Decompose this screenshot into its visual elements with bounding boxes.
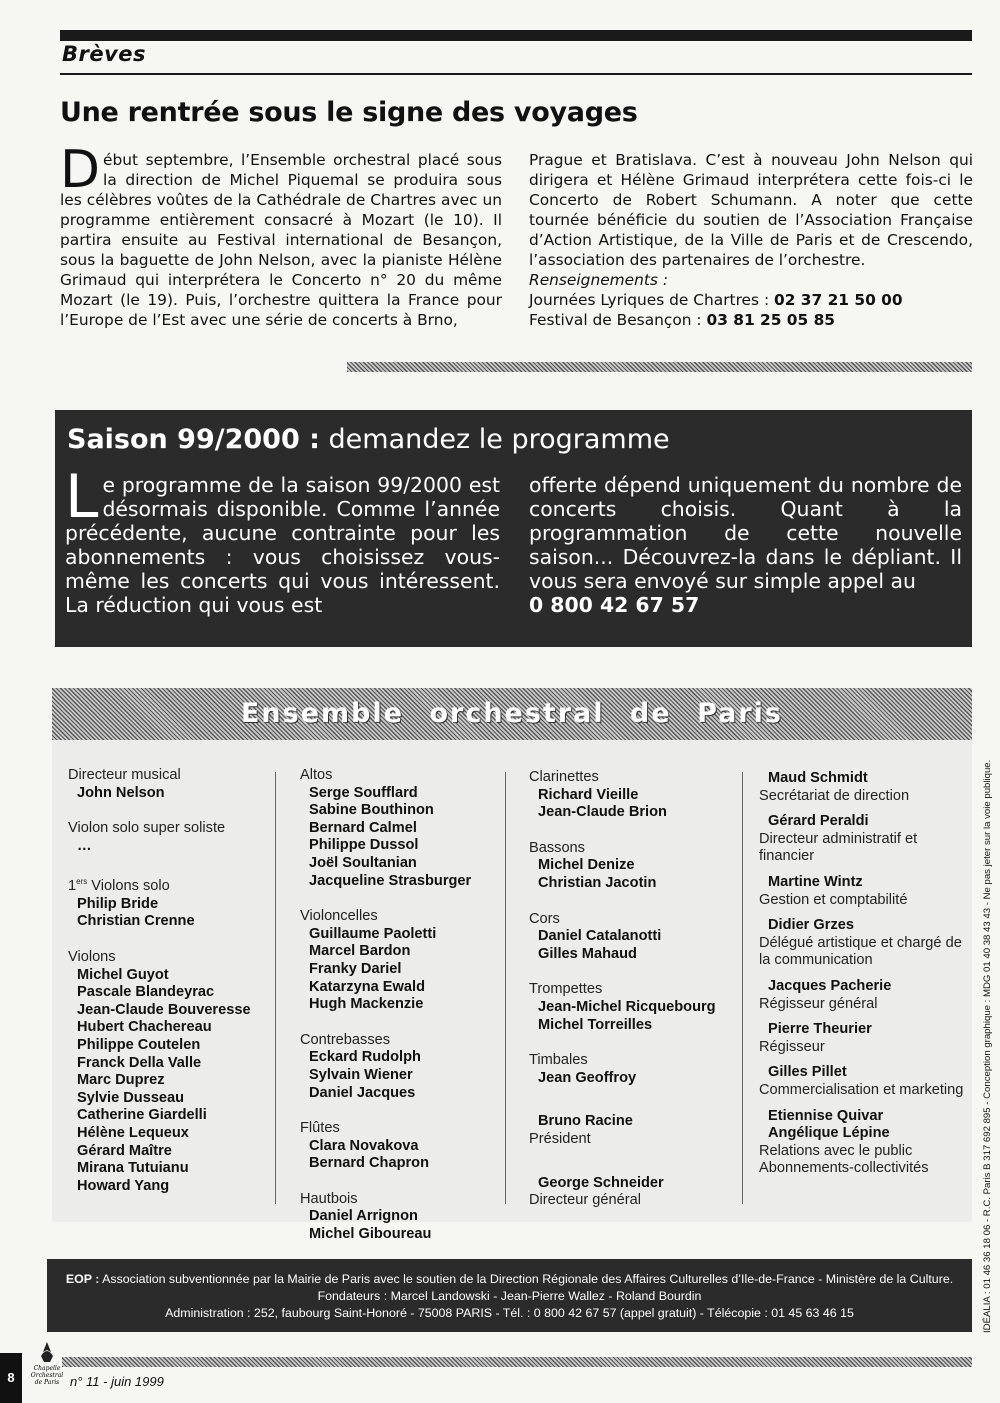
musician-name: Franck Della Valle — [77, 1054, 202, 1071]
issue-info: n° 11 - juin 1999 — [70, 1374, 164, 1389]
info-label: Renseignements : — [529, 271, 669, 289]
logo-icon — [30, 1340, 64, 1388]
musician-name: Eckard Rudolph — [309, 1049, 421, 1066]
category-label: Bassons — [529, 839, 585, 856]
spacer — [529, 963, 739, 981]
musician-name: Jean Geoffroy — [538, 1069, 637, 1086]
saison-phone: 0 800 42 67 57 — [529, 593, 700, 617]
page-number: 8 — [0, 1353, 22, 1403]
ensemble-title: Ensemble orchestral de Paris — [240, 698, 783, 729]
staff-name: Etiennise Quivar — [768, 1107, 884, 1124]
roster-column-1 — [68, 767, 273, 1195]
musician-name: Philip Bride — [77, 895, 159, 912]
staff-role: Directeur général — [529, 1192, 641, 1209]
musician-name: Guillaume Paoletti — [309, 925, 437, 942]
musician-name: Howard Yang — [77, 1177, 170, 1194]
article-text-1: ébut septembre, l’Ensemble orchestral placé sous la direction de Michel Piquemal se produira sous les célèbres voûtes de la Cathédrale de Chartres avec un programme entièrement consacré à Mozart (le 10). Il partira ensuite au Festival international de Besançon, sous la baguette de John Nelson, avec la pianiste Hélène Grimaud qui interprétera le Concerto n° 20 du même Mozart (le 19). Puis, l’orchestre quittera la France pour l’Europe de l’Est avec une série de concerts à Brno, — [60, 151, 502, 329]
category-label: 1ers Violons solo — [68, 877, 170, 895]
musician-name: … — [77, 837, 92, 854]
category-label: Hautbois — [300, 1190, 358, 1207]
musician-name: Bernard Calmel — [309, 819, 417, 836]
category-label: Clarinettes — [529, 769, 599, 785]
hatched-divider — [347, 362, 972, 372]
column-divider — [275, 772, 276, 1204]
musician-name: Marc Duprez — [77, 1072, 165, 1089]
spacer — [759, 866, 969, 874]
musician-name: Gérard Maître — [77, 1142, 172, 1159]
staff-role: Régisseur — [759, 1038, 825, 1055]
musician-name: Michel Giboureau — [309, 1226, 432, 1243]
musician-name: Daniel Arrignon — [309, 1208, 418, 1225]
musician-name: Philippe Dussol — [309, 837, 419, 854]
staff-name: Jacques Pacherie — [768, 977, 892, 994]
staff-name: Gilles Pillet — [768, 1064, 847, 1081]
staff-name: Maud Schmidt — [768, 770, 868, 786]
drop-cap: L — [65, 462, 99, 532]
staff-name: Bruno Racine — [538, 1113, 633, 1130]
spacer — [529, 1167, 739, 1175]
spacer — [759, 1100, 969, 1108]
category-label: Violons — [68, 949, 116, 966]
spacer — [529, 1087, 739, 1105]
spacer — [529, 893, 739, 911]
category-label: Trompettes — [529, 981, 603, 998]
musician-name: John Nelson — [77, 784, 165, 801]
spacer — [529, 1149, 739, 1167]
musician-name: Christian Crenne — [77, 913, 195, 930]
article-title: Une rentrée sous le signe des voyages — [60, 97, 638, 128]
staff-role: Président — [529, 1130, 591, 1147]
spacer — [759, 1013, 969, 1021]
footer-line-3: Administration : 252, faubourg Saint-Honoré - 75008 PARIS - Tél. : 0 800 42 67 57 (appel gratuit) - Télécopie : 01 45 63 46 15 — [165, 1306, 854, 1320]
musician-name: Bernard Chapron — [309, 1155, 430, 1172]
category-label: Directeur musical — [68, 767, 181, 783]
saison-column-1: Le programme de la saison 99/2000 est désormais disponible. Comme l’année précédente, aucune contrainte pour les abonnements : vous choisissez vous-même les concerts qui vous intéressent. La réduction qui vous est — [65, 462, 500, 617]
staff-name: Angélique Lépine — [768, 1125, 890, 1142]
section-label: Brèves — [62, 42, 147, 66]
staff-role: Commercialisation et marketing — [759, 1081, 964, 1098]
section-rule — [60, 73, 972, 75]
column-divider — [742, 772, 743, 1204]
spacer — [68, 855, 273, 873]
roster-column-2 — [300, 767, 503, 1244]
column-divider — [505, 772, 506, 1204]
spacer — [300, 890, 503, 908]
category-label: Flûtes — [300, 1120, 340, 1137]
category-label: Violon solo super soliste — [68, 820, 226, 837]
category-label: Timbales — [529, 1052, 588, 1069]
spacer — [759, 909, 969, 917]
musician-name: Catherine Giardelli — [77, 1107, 207, 1124]
ensemble-panel — [52, 688, 972, 1243]
musician-name: Joël Soultanian — [309, 854, 417, 871]
musician-name: Philippe Coutelen — [77, 1036, 201, 1053]
musician-name: Sylvain Wiener — [309, 1066, 413, 1083]
musician-name: Katarzyna Ewald — [309, 978, 425, 995]
spacer — [759, 1056, 969, 1064]
musician-name: Hubert Chachereau — [77, 1019, 212, 1036]
spacer — [300, 1102, 503, 1120]
staff-role: Secrétariat de direction — [759, 787, 910, 804]
musician-name: Richard Vieille — [538, 786, 639, 803]
top-rule — [60, 30, 972, 41]
musician-name: Christian Jacotin — [538, 874, 657, 891]
spacer — [759, 805, 969, 813]
musician-name: Daniel Catalanotti — [538, 928, 662, 945]
musician-name: Daniel Jacques — [309, 1084, 416, 1101]
spacer — [529, 822, 739, 840]
staff-role: Relations avec le public Abonnements-collectivités — [759, 1142, 929, 1177]
category-label: Cors — [529, 910, 560, 927]
musician-name: Pascale Blandeyrac — [77, 984, 215, 1001]
contact-line: Festival de Besançon : 03 81 25 05 85 — [529, 311, 836, 329]
musician-name: Franky Dariel — [309, 960, 402, 977]
staff-name: George Schneider — [538, 1174, 664, 1191]
staff-role: Gestion et comptabilité — [759, 891, 908, 908]
musician-name: Michel Denize — [538, 857, 635, 874]
article-text-2: Prague et Bratislava. C’est à nouveau John Nelson qui dirigera et Hélène Grimaud interprétera cette fois-ci le Concerto de Robert Schumann. A noter que cette tournée bénéficie du soutien de l’Association Française d’Action Artistique, de la Ville de Paris et de Crescendo, l’association des partenaires de l’orchestre. — [529, 151, 973, 269]
saison-column-2: offerte dépend uniquement du nombre de concerts choisis. Quant à la programmation de cette nouvelle saison... Découvrez-la dans le dépliant. Il vous sera envoyé sur simple appel au 0 800 42 67 57 — [529, 473, 962, 617]
musician-name: Serge Soufflard — [309, 784, 418, 801]
staff-role: Directeur administratif et financier — [759, 830, 918, 865]
roster-column-3 — [529, 769, 739, 1210]
svg-text:de Paris: de Paris — [34, 1379, 60, 1386]
musician-name: Marcel Bardon — [309, 943, 411, 960]
musician-name: Gilles Mahaud — [538, 945, 637, 962]
footer-line-1: EOP : Association subventionnée par la Mairie de Paris avec le soutien de la Direction Régionale des Affaires Culturelles d’Ile-de-France - Ministère de la Culture. — [65, 1272, 954, 1286]
side-credit: IDÉALIA : 01 46 36 18 06 - R.C. Paris B 317 692 895 - Conception graphique : MDG 01 40 38 43 43 - Ne pas jeter sur la voie publique. — [982, 759, 993, 1333]
musician-name: Hugh Mackenzie — [309, 996, 424, 1013]
spacer — [529, 1034, 739, 1052]
footer-box — [47, 1259, 972, 1332]
musician-name: Jean-Claude Brion — [538, 804, 667, 821]
saison-box — [55, 410, 972, 647]
musician-name: Clara Novakova — [309, 1137, 419, 1154]
musician-name: Michel Guyot — [77, 966, 169, 983]
svg-text:Chapelle: Chapelle — [33, 1365, 61, 1372]
musician-name: Sabine Bouthinon — [309, 802, 434, 819]
bottom-hatched-rule — [62, 1357, 972, 1367]
spacer — [300, 1173, 503, 1191]
staff-role: Délégué artistique et chargé de la communication — [759, 934, 962, 969]
musician-name: Hélène Lequeux — [77, 1124, 189, 1141]
saison-title: Saison 99/2000 : demandez le programme — [67, 424, 670, 455]
spacer — [68, 931, 273, 949]
article-column-2 — [529, 150, 973, 330]
spacer — [300, 1014, 503, 1032]
musician-name: Sylvie Dusseau — [77, 1089, 185, 1106]
staff-name: Pierre Theurier — [768, 1021, 872, 1038]
staff-name: Didier Grzes — [768, 917, 854, 934]
svg-text:Orchestral: Orchestral — [30, 1372, 64, 1379]
musician-name: Jean-Michel Ricquebourg — [538, 998, 716, 1015]
staff-name: Martine Wintz — [768, 873, 863, 890]
category-label: Contrebasses — [300, 1031, 391, 1048]
roster-column-4 — [759, 770, 969, 1178]
musician-name: Mirana Tutuianu — [77, 1160, 189, 1177]
spacer — [529, 1105, 739, 1113]
article-column-1 — [60, 140, 502, 330]
musician-name: Michel Torreilles — [538, 1016, 653, 1033]
staff-role: Régisseur général — [759, 995, 878, 1012]
spacer — [68, 802, 273, 820]
chapelle-logo — [30, 1340, 64, 1390]
drop-cap: D — [60, 140, 101, 200]
musician-name: Jean-Claude Bouveresse — [77, 1001, 251, 1018]
footer-line-2: Fondateurs : Marcel Landowski - Jean-Pierre Wallez - Roland Bourdin — [317, 1289, 702, 1303]
spacer — [759, 970, 969, 978]
musician-name: Jacqueline Strasburger — [309, 872, 472, 889]
staff-name: Gérard Peraldi — [768, 813, 869, 830]
category-label: Violoncelles — [300, 908, 378, 925]
category-label: Altos — [300, 767, 333, 783]
contact-line: Journées Lyriques de Chartres : 02 37 21 50 00 — [529, 291, 903, 309]
